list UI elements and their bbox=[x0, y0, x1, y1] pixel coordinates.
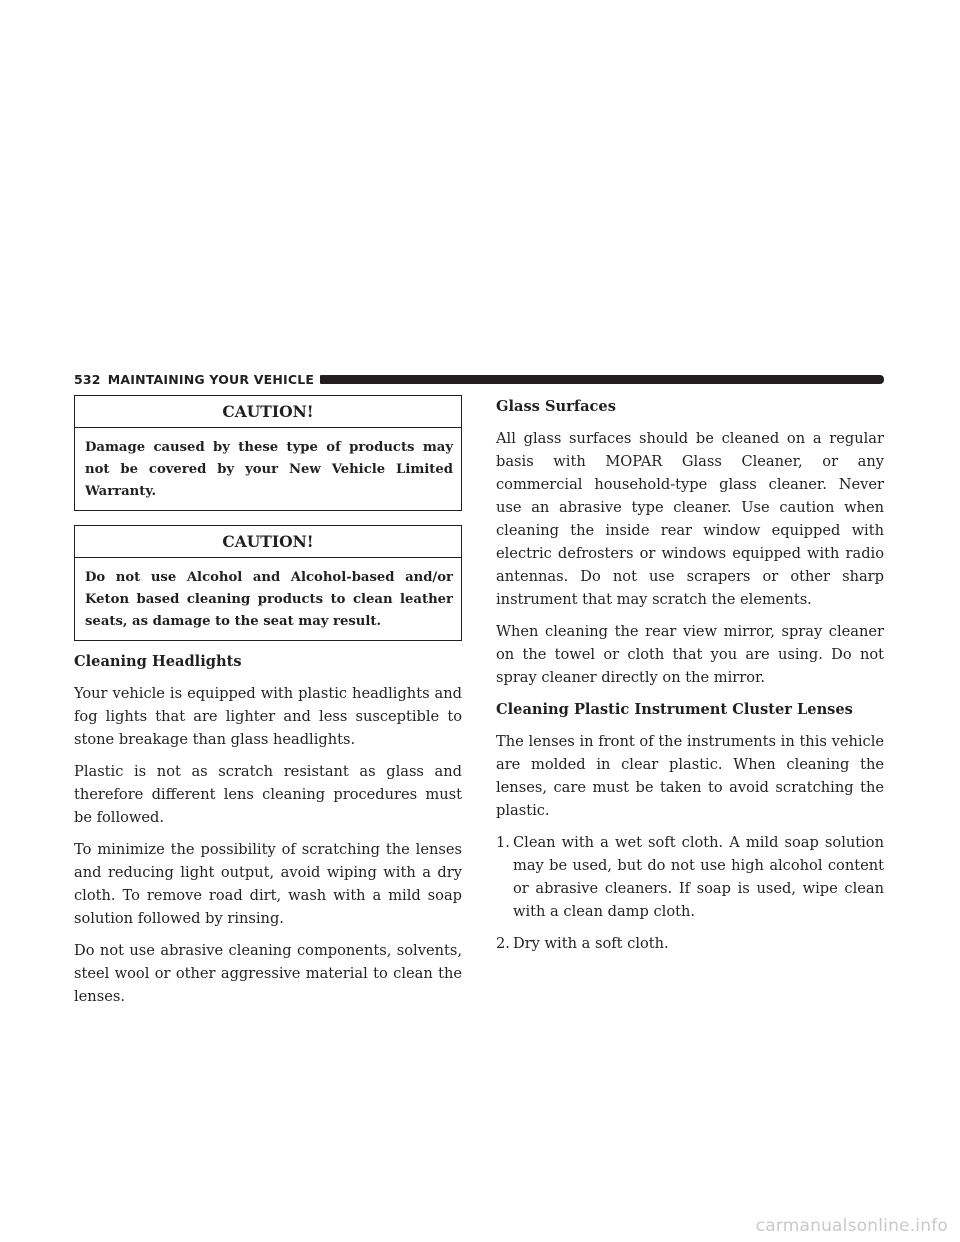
header-rule bbox=[320, 375, 884, 384]
paragraph: Your vehicle is equipped with plastic headlights and fog lights that are lighter and less susceptible to stone breakage than glass headlights. bbox=[74, 685, 462, 748]
list-item bbox=[496, 831, 884, 923]
caution-text: Damage caused by these type of products may not be covered by your New Vehicle Limited Warranty. bbox=[85, 440, 453, 499]
right-column bbox=[496, 395, 884, 964]
paragraph: All glass surfaces should be cleaned on a regular basis with MOPAR Glass Cleaner, or any commercial household-type glass cleaner. Never use an abrasive type cleaner. Use caution when cleaning the inside rear window equipped with electric defrosters or windows equipped with radio antennas. Do not use scrapers or other sharp instrument that may scratch the elements. bbox=[496, 430, 884, 608]
watermark: carmanualsonline.info bbox=[755, 1216, 948, 1236]
caution-text: Do not use Alcohol and Alcohol-based and/or Keton based cleaning products to clean leather seats, as damage to the seat may result. bbox=[85, 570, 453, 629]
caution-title: CAUTION! bbox=[75, 526, 461, 558]
paragraph: The lenses in front of the instruments in this vehicle are molded in clear plastic. When cleaning the lenses, care must be taken to avoid scratching the plastic. bbox=[496, 733, 884, 819]
paragraph: To minimize the possibility of scratching the lenses and reducing light output, avoid wiping with a dry cloth. To remove road dirt, wash with a mild soap solution followed by rinsing. bbox=[74, 841, 462, 927]
paragraph: When cleaning the rear view mirror, spray cleaner on the towel or cloth that you are using. Do not spray cleaner directly on the mirror. bbox=[496, 623, 884, 686]
caution-box-leather bbox=[74, 525, 462, 641]
section-title: MAINTAINING YOUR VEHICLE bbox=[107, 371, 315, 387]
list-item-text: Dry with a soft cloth. bbox=[513, 935, 669, 952]
list-item-number: 2. bbox=[496, 935, 510, 952]
section-heading-headlights: Cleaning Headlights bbox=[74, 653, 242, 670]
paragraph: Do not use abrasive cleaning components, solvents, steel wool or other aggressive material to clean the lenses. bbox=[74, 942, 462, 1005]
section-heading-lenses: Cleaning Plastic Instrument Cluster Lenses bbox=[496, 701, 853, 718]
page-number: 532 bbox=[74, 371, 101, 387]
left-column bbox=[74, 395, 462, 1017]
caution-title: CAUTION! bbox=[75, 396, 461, 428]
section-heading-glass: Glass Surfaces bbox=[496, 398, 616, 415]
paragraph: Plastic is not as scratch resistant as glass and therefore different lens cleaning procedures must be followed. bbox=[74, 763, 462, 826]
list-item-number: 1. bbox=[496, 834, 510, 851]
list-item-text: Clean with a wet soft cloth. A mild soap solution may be used, but do not use high alcohol content or abrasive cleaners. If soap is used, wipe clean with a clean damp cloth. bbox=[513, 834, 884, 920]
list-item bbox=[496, 932, 884, 955]
caution-box-warranty bbox=[74, 395, 462, 511]
cleaning-steps-list bbox=[496, 831, 884, 955]
page-header bbox=[74, 371, 884, 387]
